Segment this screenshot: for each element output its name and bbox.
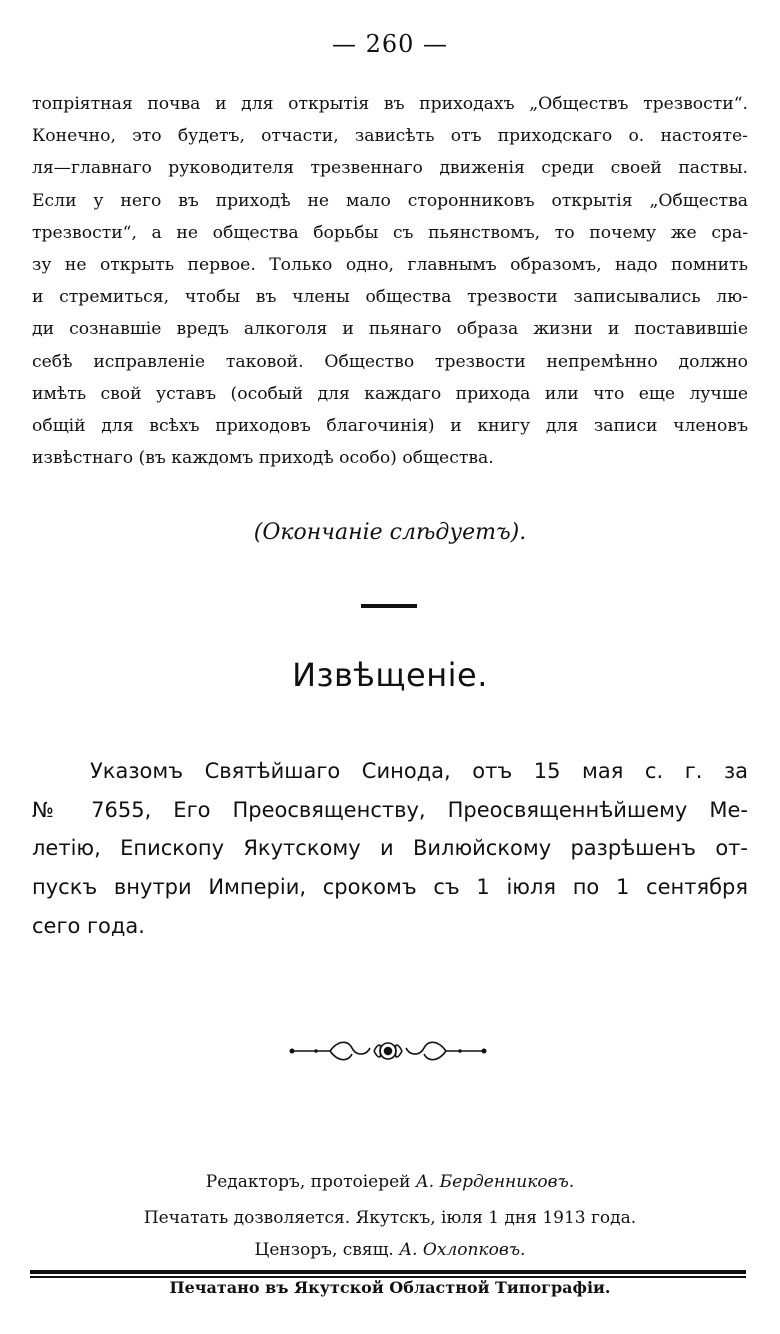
printer-imprint: Печатано въ Якутской Областной Типографіи. — [169, 1278, 611, 1297]
censor-prefix: Цензоръ, свящ. — [254, 1240, 394, 1260]
ornament-divider-icon — [286, 1036, 490, 1066]
text-line: себѣ исправленіе таковой. Общество трезвости непремѣнно должно — [32, 351, 748, 372]
notice-line: пускъ внутри Имперіи, срокомъ съ 1 іюля по 1 сентября — [32, 875, 748, 900]
page-number: — 260 — — [331, 30, 449, 58]
censor-name: А. Охлопковъ. — [399, 1240, 526, 1260]
text-line: общій для всѣхъ приходовъ благочинія) и книгу для записи членовъ — [32, 416, 748, 437]
text-line: Если у него въ приходѣ не мало сторонниковъ открытія „Общества — [32, 190, 748, 211]
censor-line — [0, 1240, 780, 1260]
notice-line: летію, Епископу Якутскому и Вилюйскому разрѣшенъ от- — [32, 836, 748, 861]
text-line: имѣть свой уставъ (особый для каждаго прихода или что еще лучше — [32, 383, 748, 404]
notice-line-first — [32, 752, 748, 791]
article-paragraph — [32, 88, 748, 474]
permission-line: Печатать дозволяется. Якутскъ, іюля 1 дня 1913 года. — [143, 1208, 637, 1228]
notice-heading: Извѣщеніе. — [292, 656, 488, 694]
text-line: и стремиться, чтобы въ члены общества трезвости записывались лю- — [32, 287, 748, 308]
editor-name: А. Берденниковъ. — [415, 1172, 575, 1192]
notice-line: сего года. — [32, 913, 145, 938]
text-line: ди сознавшіе вредъ алкоголя и пьянаго образа жизни и поставившіе — [32, 319, 748, 340]
continuation-note: (Окончаніе слѣдуетъ). — [253, 520, 527, 545]
text-line: Конечно, это будетъ, отчасти, зависѣть отъ приходскаго о. настоятe- — [32, 126, 748, 147]
notice-line-text: Указомъ Святѣйшаго Синода, отъ 15 мая с. г. за — [90, 759, 748, 783]
editor-line — [0, 1172, 780, 1192]
text-line: трезвости“, а не общества борьбы съ пьянствомъ, то почему же сра- — [32, 222, 748, 243]
text-line: топріятная почва и для открытія въ приходахъ „Обществъ трезвости“. — [32, 94, 748, 114]
text-line: зу не открыть первое. Только одно, главнымъ образомъ, надо помнить — [32, 255, 748, 276]
notice-paragraph — [32, 752, 748, 946]
text-line: извѣстнаго (въ каждомъ приходѣ особо) общества. — [32, 448, 494, 469]
text-line: ля—главнаго руководителя трезвеннаго движенія среди своей паствы. — [32, 158, 748, 179]
footer-rule-thick — [30, 1270, 746, 1274]
section-divider — [361, 604, 417, 608]
editor-prefix: Редакторъ, протоіерей — [205, 1172, 411, 1192]
notice-line: № 7655, Его Преосвященству, Преосвященнѣйшему Ме- — [32, 797, 748, 822]
